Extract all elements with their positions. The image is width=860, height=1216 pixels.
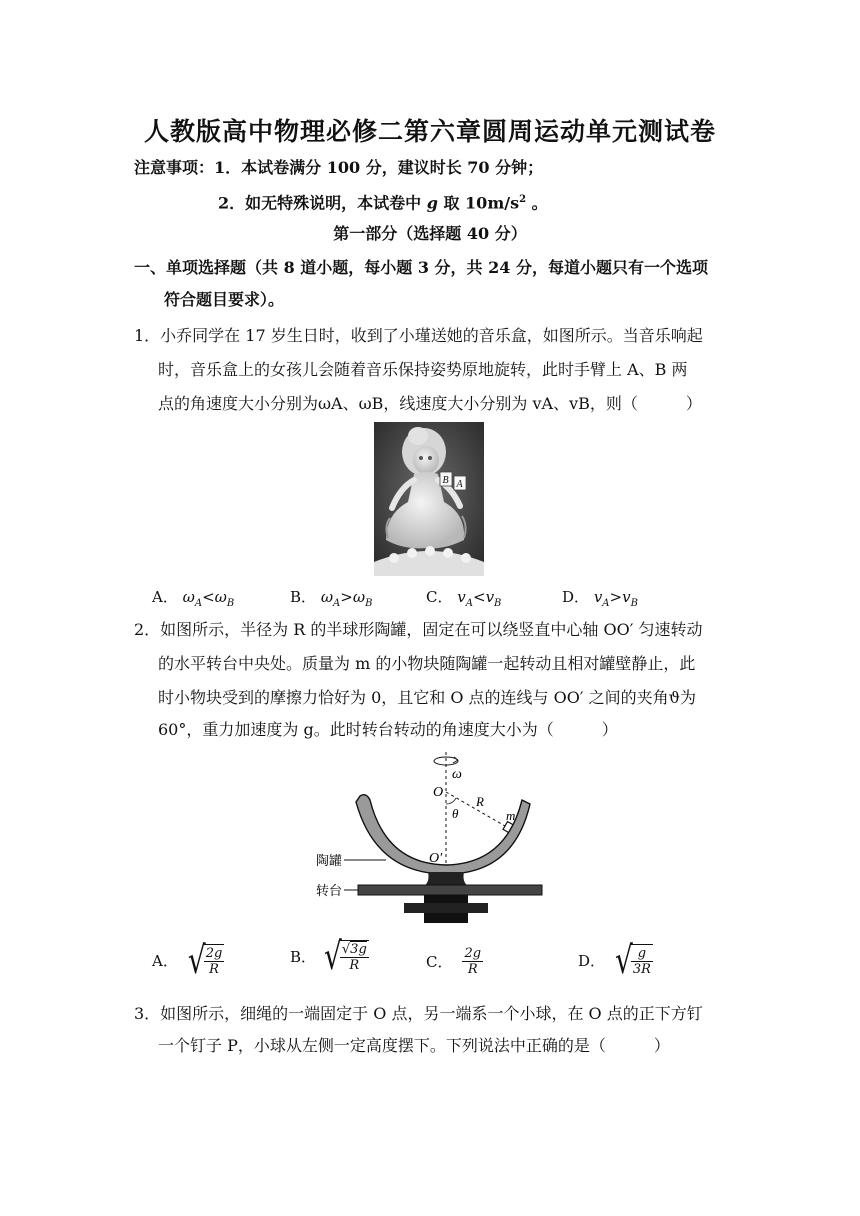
- notes-item-1: 1．本试卷满分 100 分，建议时长 70 分钟；: [214, 158, 544, 177]
- music-box-image: [374, 422, 484, 576]
- q2-line-3: 时小物块受到的摩擦力恰好为 0，且它和 O 点的连线与 OO′ 之间的夹角ϑ为: [158, 688, 697, 707]
- fig-label-a: A: [456, 479, 463, 490]
- q2-option-c[interactable]: C． $\frac{2g}{R}$: [426, 946, 482, 977]
- q1-option-b[interactable]: B． $\omega_A>\omega_B$: [290, 588, 373, 609]
- q1-line-3: 点的角速度大小分别为ωA、ωB，线速度大小分别为 vA、vB，则（ ）: [158, 394, 702, 413]
- notes-line-2: [218, 190, 548, 213]
- section1-line-2: 符合题目要求）。: [164, 290, 285, 309]
- theta-label: θ: [452, 806, 459, 821]
- notes-item-2-suffix: 。: [526, 193, 548, 213]
- jar-label: 陶罐: [316, 854, 343, 869]
- q3-line-2: 一个钉子 P，小球从左侧一定高度摆下。下列说法中正确的是（ ）: [158, 1036, 670, 1055]
- table-label: 转台: [316, 884, 343, 899]
- fig-label-b: B: [442, 475, 449, 486]
- sqrt-d: √ $\frac{g}{3R}$: [615, 937, 651, 983]
- notes-item-2-sup: 2: [519, 194, 527, 205]
- q2-line-1: 2．如图所示，半径为 R 的半球形陶罐，固定在可以绕竖直中心轴 OO′ 匀速转动: [134, 620, 703, 639]
- notes-item-2-prefix: 2．如无特殊说明，本试卷中: [218, 193, 427, 213]
- q1-line-1: 1．小乔同学在 17 岁生日时，收到了小瑾送她的音乐盒，如图所示。当音乐响起: [134, 326, 703, 345]
- bowl-figure: [300, 748, 550, 928]
- q1-option-d[interactable]: D． $v_A>v_B$: [562, 588, 638, 609]
- o-prime-label: O′: [429, 851, 443, 866]
- q2-option-a[interactable]: A． √ $\frac{2g}{R}$: [152, 937, 223, 983]
- notes-item-2-mid: 取 10m/s: [437, 193, 520, 213]
- q1-line-2: 时，音乐盒上的女孩儿会随着音乐保持姿势原地旋转，此时手臂上 A、B 两: [158, 360, 688, 379]
- section1-line-1: 一、单项选择题（共 8 道小题，每小题 3 分，共 24 分，每道小题只有一个选项: [134, 258, 708, 277]
- m-label: m: [506, 808, 516, 823]
- o-label: O: [433, 785, 444, 800]
- part1-heading: 第一部分（选择题 40 分）: [333, 224, 527, 243]
- notes-label: 注意事项：: [134, 158, 215, 177]
- page-title: 人教版高中物理必修二第六章圆周运动单元测试卷: [143, 117, 716, 146]
- q2-line-2: 的水平转台中央处。质量为 m 的小物块随陶罐一起转动且相对罐壁静止，此: [158, 654, 696, 673]
- q3-line-1: 3．如图所示，细绳的一端固定于 O 点，另一端系一个小球，在 O 点的正下方钉: [134, 1004, 703, 1023]
- q1-option-a[interactable]: A． $\omega_A<\omega_B$: [152, 588, 235, 609]
- notes-line-1: [134, 158, 543, 178]
- music-box-figure: [374, 422, 484, 576]
- q2-line-4: 60°，重力加速度为 g。此时转台转动的角速度大小为（ ）: [158, 720, 618, 739]
- r-label: R: [476, 794, 484, 809]
- q2-option-d[interactable]: D． √ $\frac{g}{3R}$: [578, 937, 651, 983]
- omega-label: ω: [452, 767, 462, 782]
- sqrt-a: √ $\frac{2g}{R}$: [187, 937, 223, 983]
- bowl-diagram: [300, 748, 550, 928]
- q1-option-c[interactable]: C． $v_A<v_B$: [426, 588, 502, 609]
- q2-option-b[interactable]: B． √ $\frac{√3g}{R}$: [290, 933, 367, 979]
- sqrt-b: √ $\frac{√3g}{R}$: [324, 933, 367, 979]
- notes-item-2-g: g: [426, 193, 438, 213]
